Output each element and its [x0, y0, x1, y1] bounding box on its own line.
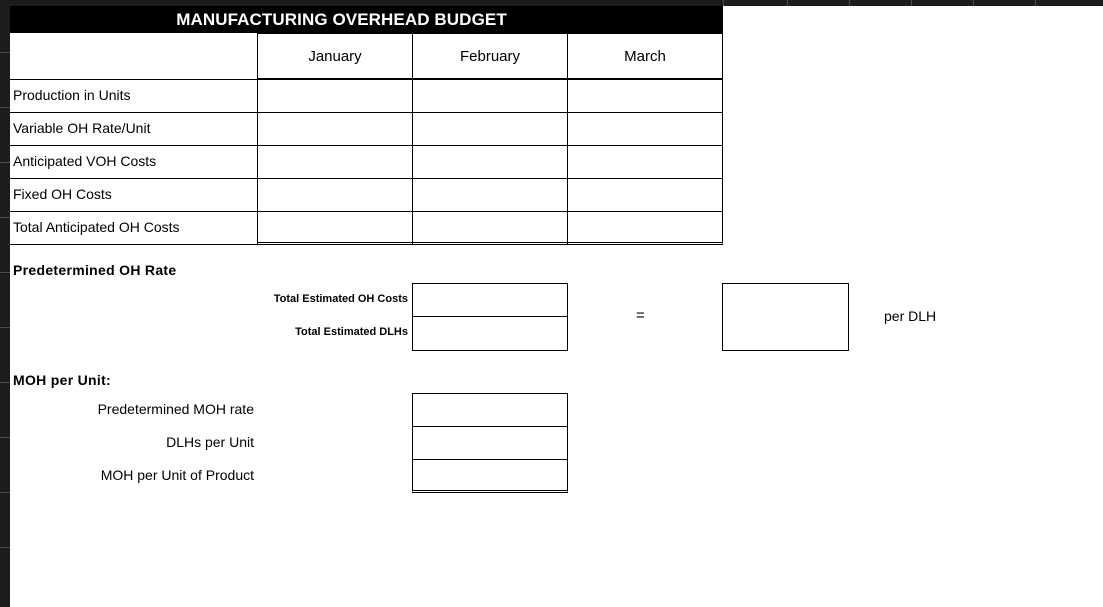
predetermined-moh-rate-label: Predetermined MOH rate: [97, 401, 254, 417]
per-dlh-unit-label: per DLH: [884, 308, 937, 324]
month-header-january[interactable]: January: [257, 33, 413, 80]
total-estimated-dlhs-label: Total Estimated DLHs: [295, 326, 408, 338]
row-label-variable-oh-rate[interactable]: Variable OH Rate/Unit: [10, 112, 258, 146]
total-estimated-oh-costs-label: Total Estimated OH Costs: [273, 293, 408, 305]
row-label-fixed-oh[interactable]: Fixed OH Costs: [10, 178, 258, 212]
moh-per-unit-title: MOH per Unit:: [13, 372, 112, 388]
cell-fixed-oh-mar[interactable]: [567, 178, 723, 212]
cell-total-oh-feb[interactable]: [412, 211, 568, 245]
dlhs-per-unit-input[interactable]: [412, 426, 568, 460]
row-label-total-anticipated-oh[interactable]: Total Anticipated OH Costs: [10, 211, 258, 245]
moh-per-unit-of-product-input[interactable]: [412, 459, 568, 493]
cell-fixed-oh-jan[interactable]: [257, 178, 413, 212]
cell-anticipated-voh-jan[interactable]: [257, 145, 413, 179]
budget-title: MANUFACTURING OVERHEAD BUDGET: [10, 6, 723, 33]
oh-rate-result-input[interactable]: [722, 283, 849, 351]
cell-production-feb[interactable]: [412, 79, 568, 113]
cell-anticipated-voh-feb[interactable]: [412, 145, 568, 179]
predetermined-oh-rate-title: Predetermined OH Rate: [13, 262, 177, 278]
total-estimated-oh-costs-input[interactable]: [412, 283, 568, 317]
cell-production-jan[interactable]: [257, 79, 413, 113]
month-header-february[interactable]: February: [412, 33, 568, 80]
cell-total-oh-jan[interactable]: [257, 211, 413, 245]
moh-per-unit-of-product-label: MOH per Unit of Product: [100, 467, 254, 483]
cell-fixed-oh-feb[interactable]: [412, 178, 568, 212]
row-label-anticipated-voh[interactable]: Anticipated VOH Costs: [10, 145, 258, 179]
cell-anticipated-voh-mar[interactable]: [567, 145, 723, 179]
cell-voh-rate-jan[interactable]: [257, 112, 413, 146]
cell-total-oh-mar[interactable]: [567, 211, 723, 245]
cell-voh-rate-feb[interactable]: [412, 112, 568, 146]
row-label-production-units[interactable]: Production in Units: [10, 79, 258, 113]
row-header-gutter: [0, 0, 10, 607]
predetermined-moh-rate-input[interactable]: [412, 393, 568, 427]
total-estimated-dlhs-input[interactable]: [412, 316, 568, 351]
equals-sign: =: [636, 307, 645, 324]
cell-voh-rate-mar[interactable]: [567, 112, 723, 146]
cell-production-mar[interactable]: [567, 79, 723, 113]
month-header-march[interactable]: March: [567, 33, 723, 80]
header-blank-cell[interactable]: [10, 33, 258, 80]
dlhs-per-unit-label: DLHs per Unit: [166, 434, 254, 450]
